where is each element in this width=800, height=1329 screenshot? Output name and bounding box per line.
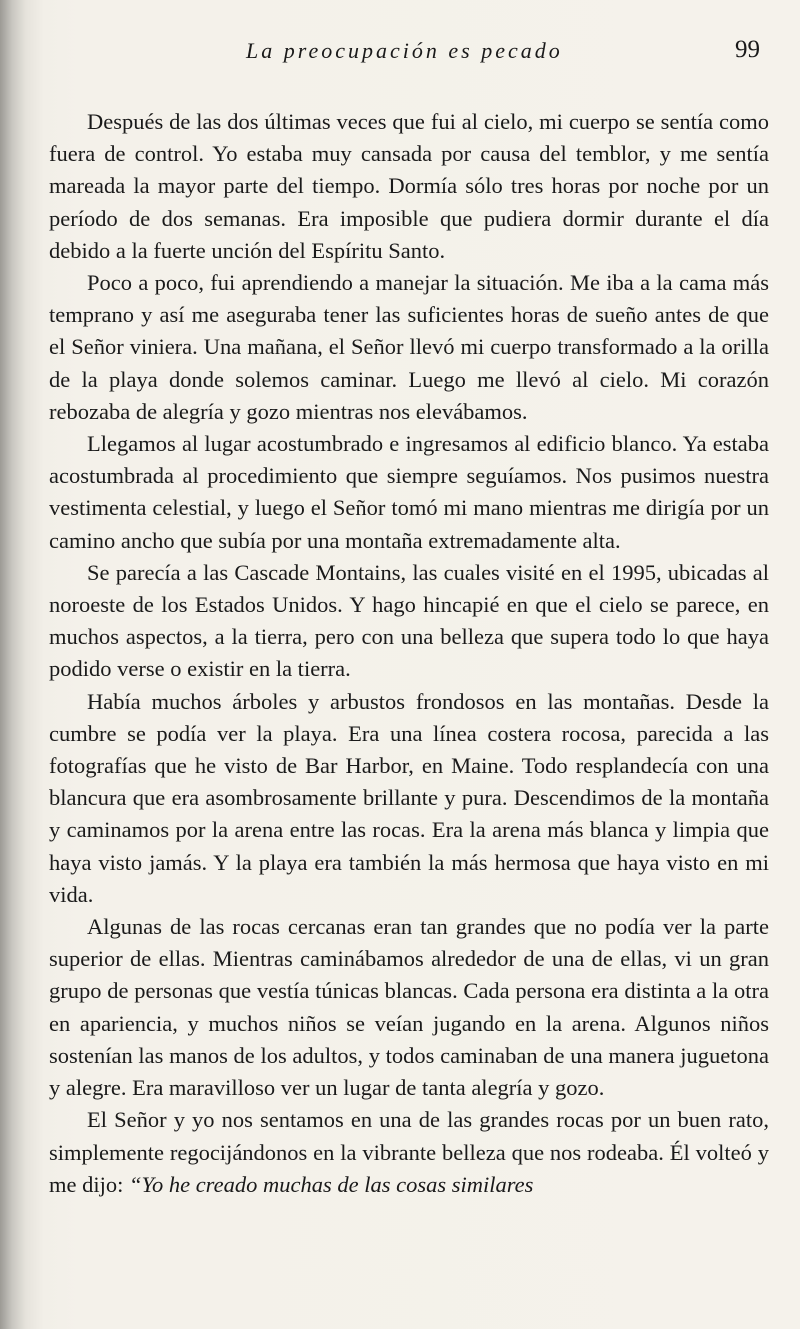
paragraph: Llegamos al lugar acostumbrado e ingresamos al edificio blanco. Ya estaba acostumbrada al procedimiento que siempre seguíamos. Nos pusimos nuestra vestimenta celestial, y luego el Señor tomó mi mano mientras me dirigía por un camino ancho que subía por una montaña extremadamente alta. [49,431,769,553]
running-title: La preocupación es pecado [246,38,563,63]
page-number: 99 [735,36,760,63]
paragraph: Se parecía a las Cascade Montains, las cuales visité en el 1995, ubicadas al noroeste de los Estados Unidos. Y hago hincapié en que el cielo se parece, en muchos aspectos, a la tierra, pero con una belleza que supera todo lo que haya podido verse o existir en la tierra. [49,559,769,682]
running-header [0,34,800,70]
italic-quote: “Yo he creado muchas de las cosas similares [129,1171,534,1197]
paragraph-text: El Señor y yo nos sentamos en una de las grandes rocas por un buen rato, simplemente regocijándonos en la vibrante belleza que nos rodeaba. Él volteó y me dijo: [49,1107,769,1197]
paragraph: Había muchos árboles y arbustos frondosos en las montañas. Desde la cumbre se podía ver la playa. Era una línea costera rocosa, parecida a las fotografías que he visto de Bar Harbor, en Maine. Todo resplandecía con una blancura que era asombrosamente brillante y pura. Descendimos de la montaña y caminamos por la arena entre las rocas. Era la arena más blanca y limpia que haya visto jamás. Y la playa era también la más hermosa que haya visto en mi vida. [49,688,769,907]
paragraph: Después de las dos últimas veces que fui al cielo, mi cuerpo se sentía como fuera de control. Yo estaba muy cansada por causa del temblor, y me sentía mareada la mayor parte del tiempo. Dormía sólo tres horas por noche por un período de dos semanas. Era imposible que pudiera dormir durante el día debido a la fuerte unción del Espíritu Santo. [49,109,769,263]
paragraph: Algunas de las rocas cercanas eran tan grandes que no podía ver la parte superior de ellas. Mientras caminábamos alrededor de una de ellas, vi un gran grupo de personas que vestía túnicas blancas. Cada persona era distinta a la otra en apariencia, y muchos niños se veían jugando en la arena. Algunos niños sostenían las manos de los adultos, y todos caminaban de una manera juguetona y alegre. Era maravilloso ver un lugar de tanta alegría y gozo. [49,914,769,1101]
body-text [49,106,769,1201]
paragraph: Poco a poco, fui aprendiendo a manejar la situación. Me iba a la cama más temprano y así me aseguraba tener las suficientes horas de sueño antes de que el Señor viniera. Una mañana, el Señor llevó mi cuerpo transformado a la orilla de la playa donde solemos caminar. Luego me llevó al cielo. Mi corazón rebozaba de alegría y gozo mientras nos elevábamos. [49,270,769,424]
paragraph [49,1104,769,1201]
